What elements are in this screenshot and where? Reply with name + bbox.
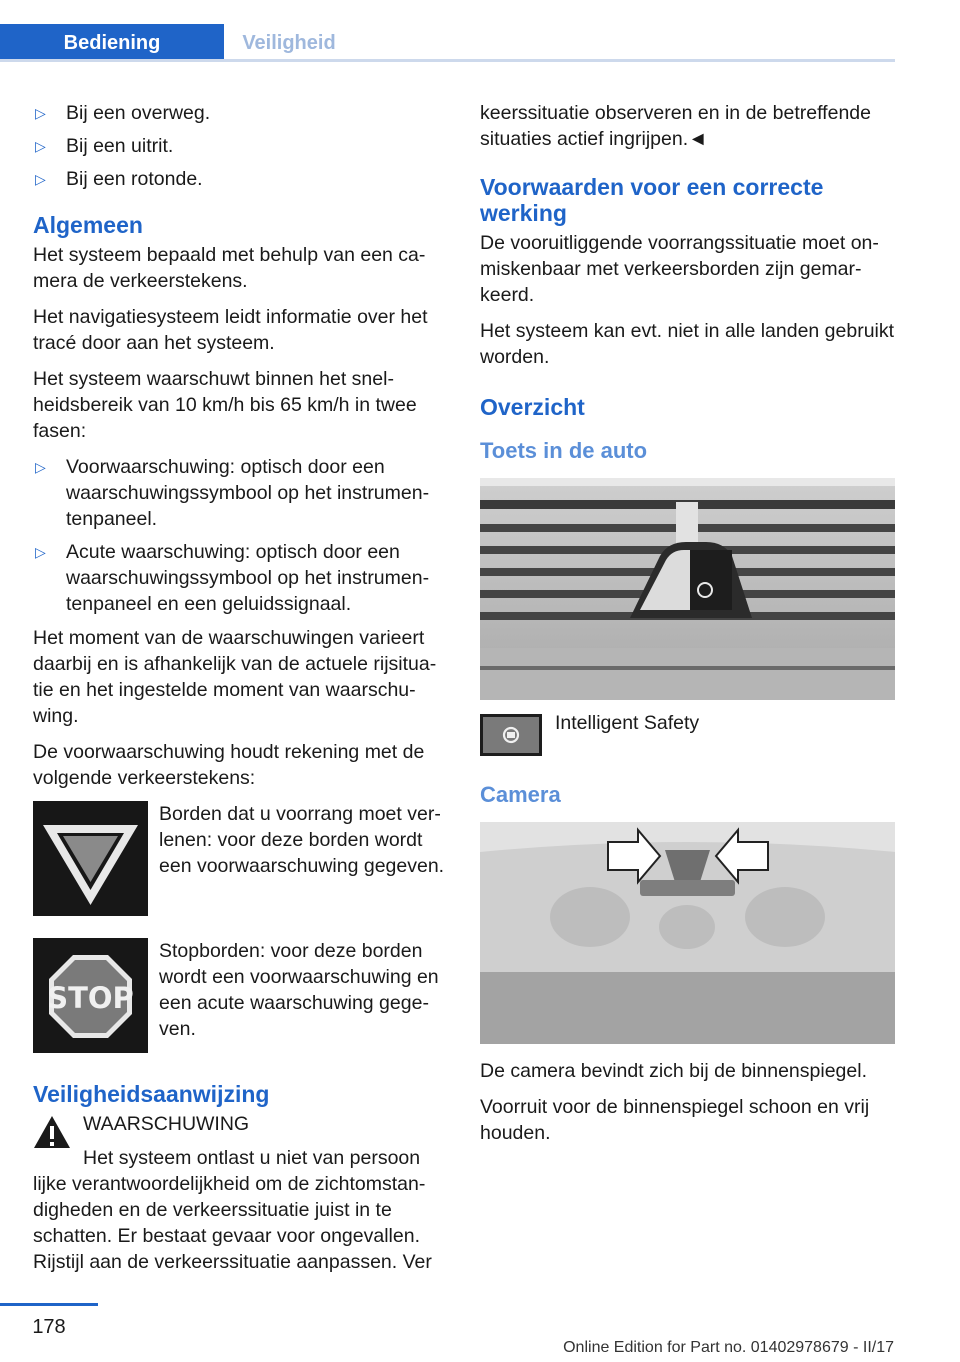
list-item: ▷ Acute waarschuwing: optisch door een waarschuwingssymbool op het instrumentenpaneel en een geluidssignaal. bbox=[35, 541, 430, 615]
subheading-toets: Toets in de auto bbox=[480, 438, 648, 463]
paragraph: Het systeem bepaald met behulp van een camera de verkeerstekens. bbox=[33, 244, 426, 292]
camera-location-photo bbox=[480, 822, 895, 1044]
warning-label: WAARSCHUWING bbox=[83, 1113, 250, 1135]
paragraph: Het systeem kan evt. niet in alle landen gebruikt worden. bbox=[480, 320, 895, 368]
right-column bbox=[480, 100, 896, 1156]
page-header bbox=[0, 0, 895, 62]
subheading-camera: Camera bbox=[480, 782, 561, 807]
top-bullet-list bbox=[33, 100, 448, 192]
stop-sign-text: STOP bbox=[47, 981, 134, 1015]
heading-voorwaarden: Voorwaarden voor een correcte werking bbox=[480, 174, 824, 226]
stop-sign-description: Stopborden: voor deze borden wordt een voorwaarschuwing en een acute waarschuwing gegeven. bbox=[159, 940, 439, 1040]
bullet-triangle-icon: ▷ bbox=[35, 544, 46, 560]
footer-rule bbox=[0, 1303, 98, 1306]
warning-triangle-icon bbox=[33, 1115, 71, 1149]
list-item: ▷ Bij een uitrit. bbox=[35, 135, 174, 157]
tab-bediening[interactable]: Bediening bbox=[0, 24, 224, 62]
intelligent-safety-button-row bbox=[480, 714, 896, 756]
edition-text: Online Edition for Part no. 01402978679 - II/17 bbox=[563, 1339, 894, 1356]
intelligent-safety-label: Intelligent Safety bbox=[555, 712, 700, 734]
tab-veiligheid[interactable]: Veiligheid bbox=[242, 32, 336, 54]
warning-text-first: Het systeem ontlast u niet van persoon bbox=[83, 1147, 421, 1169]
paragraph: Voorruit voor de binnenspiegel schoon en vrij houden. bbox=[480, 1096, 870, 1144]
yield-sign-image bbox=[33, 801, 148, 916]
header-rule bbox=[0, 59, 895, 62]
bullet-triangle-icon: ▷ bbox=[35, 105, 46, 121]
intelligent-safety-button-icon bbox=[480, 714, 542, 756]
left-column bbox=[33, 100, 448, 1275]
yield-sign-text: Borden dat u voorrang moet verlenen: voor deze borden wordt een voorwaarschuwing gegeven. bbox=[159, 803, 445, 877]
bullet-triangle-icon: ▷ bbox=[35, 138, 46, 154]
paragraph: Het systeem waarschuwt binnen het snelheidsbereik van 10 km/h bis 65 km/h in twee fasen: bbox=[33, 368, 417, 442]
heading-algemeen: Algemeen bbox=[33, 212, 143, 238]
yield-sign-row bbox=[33, 801, 448, 916]
page-number: 178 bbox=[32, 1316, 66, 1338]
list-item: ▷ Bij een rotonde. bbox=[35, 168, 203, 190]
paragraph: De camera bevindt zich bij de binnenspiegel. bbox=[480, 1060, 867, 1082]
paragraph: De voorwaarschuwing houdt rekening met de volgende verkeerstekens: bbox=[33, 741, 425, 789]
dashboard-button-photo bbox=[480, 478, 895, 700]
list-item: ▷ Voorwaarschuwing: optisch door een waarschuwingssymbool op het instrumentenpaneel. bbox=[35, 456, 430, 530]
paragraph: Het moment van de waarschuwingen varieert daarbij en is afhankelijk van de actuele rijsituatie en het ingestelde moment van waarschuwing. bbox=[33, 627, 437, 727]
bullet-triangle-icon: ▷ bbox=[35, 459, 46, 475]
stop-sign-row bbox=[33, 938, 448, 1053]
list-item: ▷ Bij een overweg. bbox=[35, 102, 211, 124]
bullet-triangle-icon: ▷ bbox=[35, 171, 46, 187]
paragraph: keerssituatie observeren en in de betreffende situaties actief ingrijpen.◄ bbox=[480, 102, 871, 150]
warning-text-rest: lijke verantwoordelijkheid om de zichtomstandigheden en de verkeerssituatie juist in te schatten. Er bestaat gevaar voor ongevallen. Rijstijl aan de verkeerssituatie aanpassen. Ver bbox=[33, 1173, 432, 1273]
warning-block bbox=[33, 1111, 448, 1275]
paragraph: Het navigatiesysteem leidt informatie over het tracé door aan het systeem. bbox=[33, 306, 428, 354]
paragraph: De vooruitliggende voorrangssituatie moet onmiskenbaar met verkeersborden zijn gemarkeerd. bbox=[480, 232, 879, 306]
heading-overzicht: Overzicht bbox=[480, 394, 585, 420]
warning-phase-list bbox=[33, 454, 448, 617]
stop-sign-image bbox=[33, 938, 148, 1053]
heading-veiligheidsaanwijzing: Veiligheidsaanwijzing bbox=[33, 1081, 270, 1107]
